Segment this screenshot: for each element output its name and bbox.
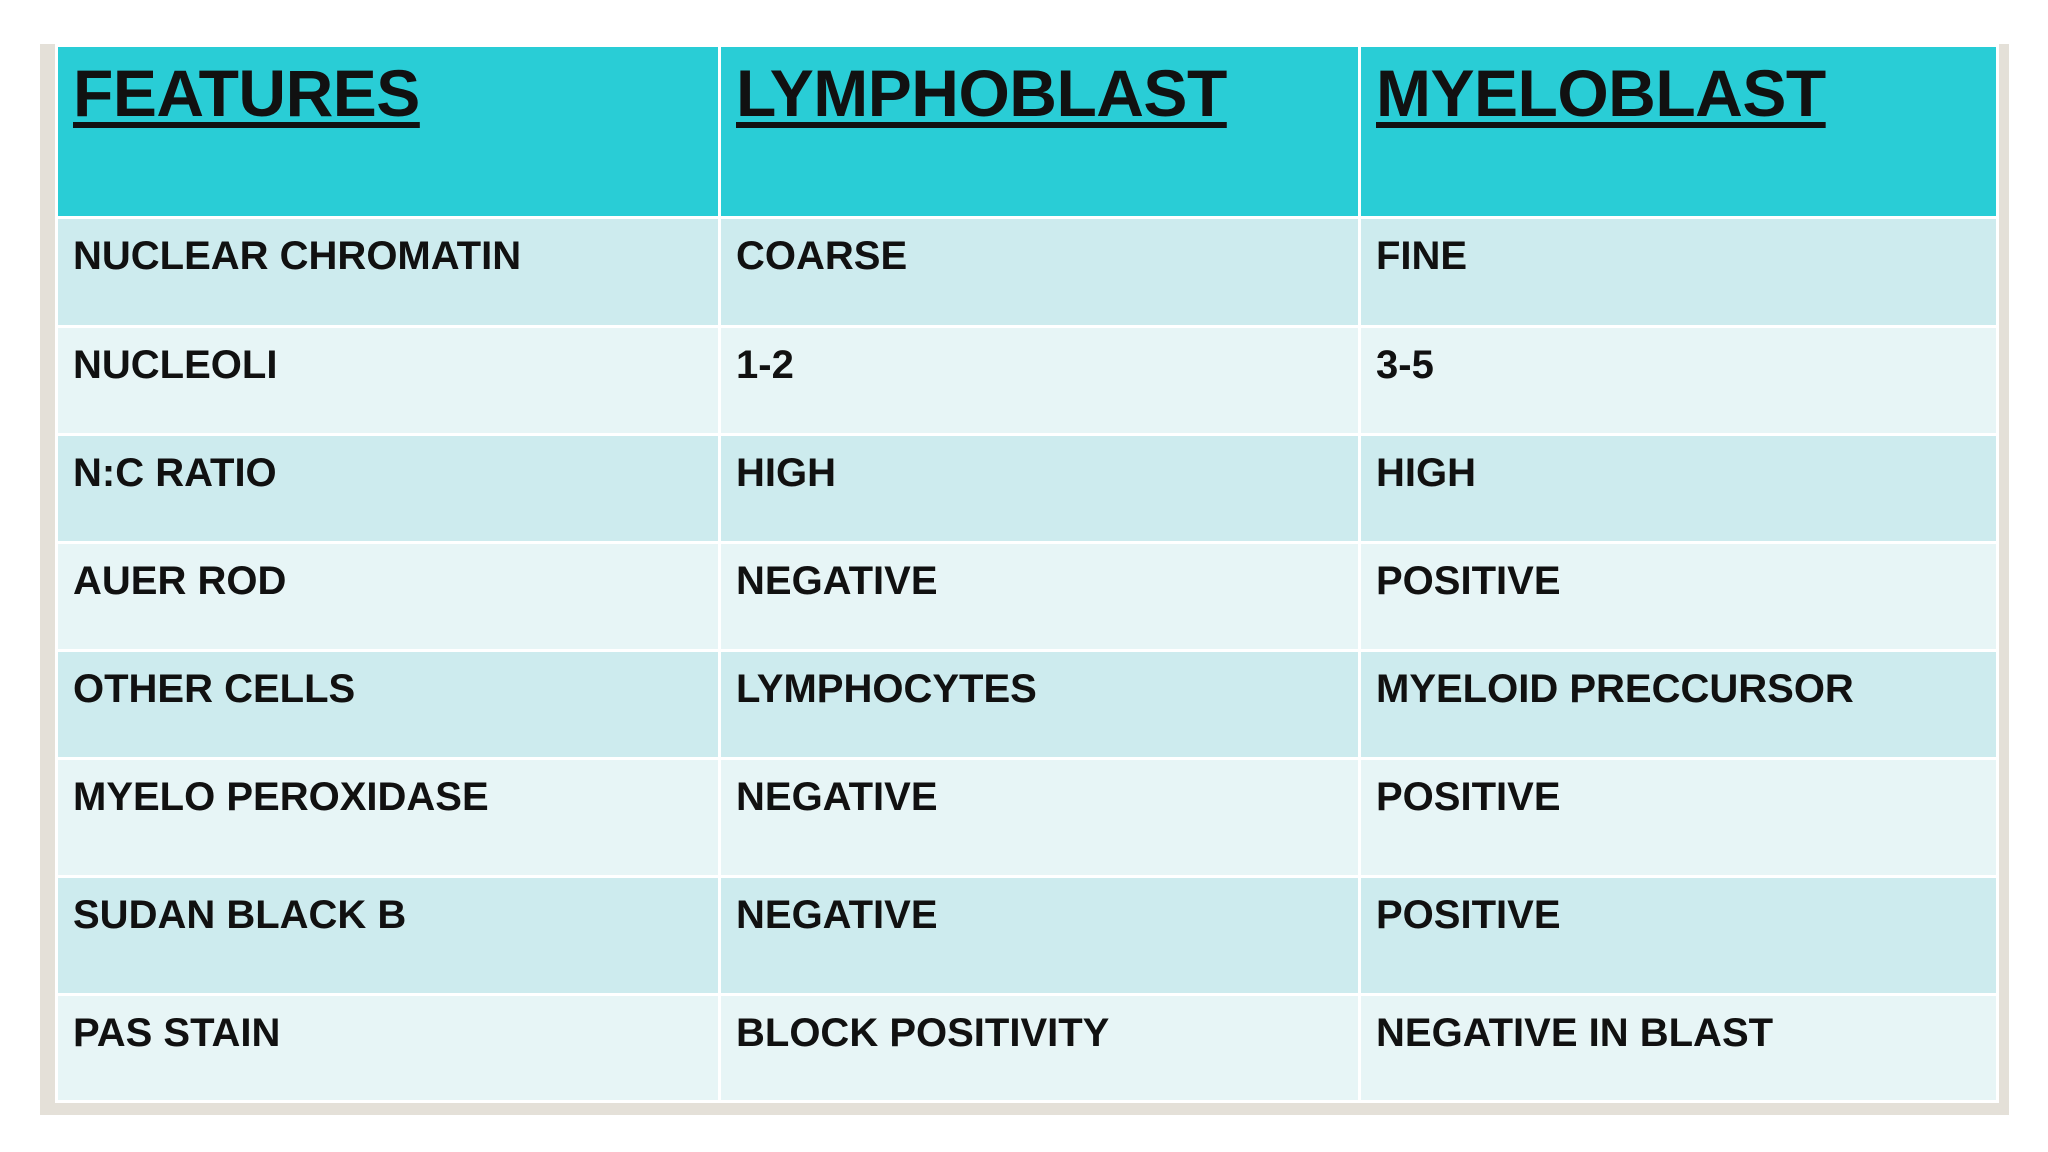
myeloblast-cell: POSITIVE <box>1360 759 1998 877</box>
feature-cell: AUER ROD <box>57 543 720 651</box>
header-myeloblast: MYELOBLAST <box>1360 46 1998 218</box>
table-row <box>57 327 1998 435</box>
lymphoblast-cell: NEGATIVE <box>720 543 1360 651</box>
lymphoblast-cell: NEGATIVE <box>720 759 1360 877</box>
feature-cell: NUCLEOLI <box>57 327 720 435</box>
table-row <box>57 218 1998 327</box>
lymphoblast-cell: HIGH <box>720 435 1360 543</box>
table-row <box>57 759 1998 877</box>
myeloblast-cell: 3-5 <box>1360 327 1998 435</box>
myeloblast-cell: FINE <box>1360 218 1998 327</box>
header-features: FEATURES <box>57 46 720 218</box>
table-row <box>57 877 1998 995</box>
lymphoblast-cell: LYMPHOCYTES <box>720 651 1360 759</box>
myeloblast-cell: HIGH <box>1360 435 1998 543</box>
lymphoblast-cell: BLOCK POSITIVITY <box>720 995 1360 1102</box>
feature-cell: PAS STAIN <box>57 995 720 1102</box>
feature-cell: N:C RATIO <box>57 435 720 543</box>
feature-cell: NUCLEAR CHROMATIN <box>57 218 720 327</box>
myeloblast-cell: MYELOID PRECCURSOR <box>1360 651 1998 759</box>
feature-cell: OTHER CELLS <box>57 651 720 759</box>
comparison-table <box>55 44 1999 1103</box>
table-row <box>57 543 1998 651</box>
myeloblast-cell: POSITIVE <box>1360 877 1998 995</box>
table-row <box>57 435 1998 543</box>
lymphoblast-cell: COARSE <box>720 218 1360 327</box>
lymphoblast-cell: 1-2 <box>720 327 1360 435</box>
table-row <box>57 651 1998 759</box>
feature-cell: SUDAN BLACK B <box>57 877 720 995</box>
header-row <box>57 46 1998 218</box>
feature-cell: MYELO PEROXIDASE <box>57 759 720 877</box>
myeloblast-cell: POSITIVE <box>1360 543 1998 651</box>
table-row <box>57 995 1998 1102</box>
myeloblast-cell: NEGATIVE IN BLAST <box>1360 995 1998 1102</box>
header-lymphoblast: LYMPHOBLAST <box>720 46 1360 218</box>
lymphoblast-cell: NEGATIVE <box>720 877 1360 995</box>
